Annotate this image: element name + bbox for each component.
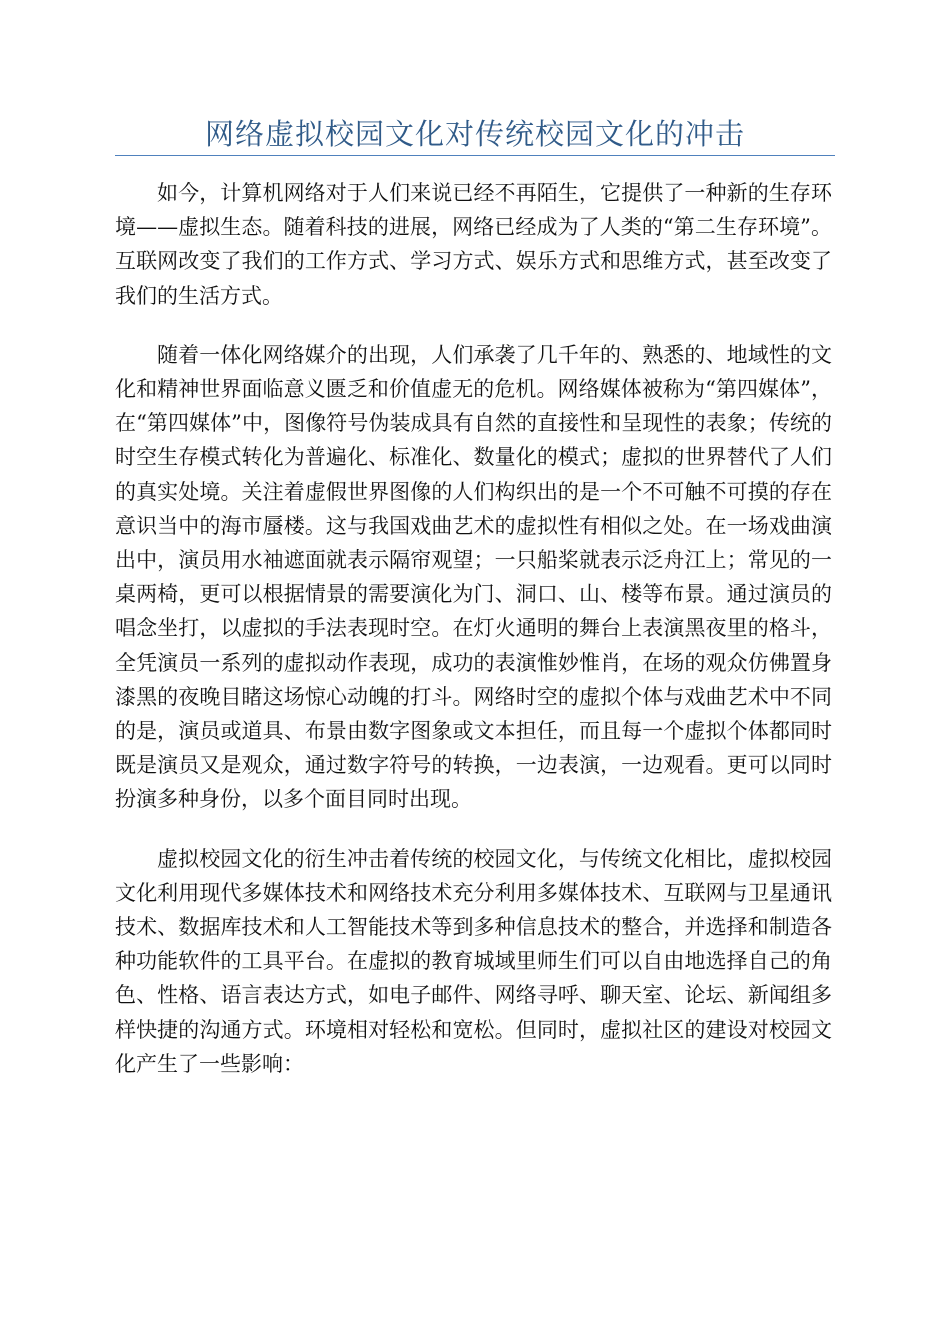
paragraph-2: 随着一体化网络媒介的出现，人们承袭了几千年的、熟悉的、地域性的文化和精神世界面临意义匮乏和价值虚无的危机。网络媒体被称为“第四媒体”，在“第四媒体”中，图像符号伪装成具有自然的直接性和呈现性的表象；传统的时空生存模式转化为普遍化、标准化、数量化的模式；虚拟的世界替代了人们的真实处境。关注着虚假世界图像的人们构织出的是一个不可触不可摸的存在意识当中的海市蜃楼。这与我国戏曲艺术的虚拟性有相似之处。在一场戏曲演出中，演员用水袖遮面就表示隔帘观望；一只船桨就表示泛舟江上；常见的一桌两椅，更可以根据情景的需要演化为门、洞口、山、楼等布景。通过演员的唱念坐打，以虚拟的手法表现时空。在灯火通明的舞台上表演黑夜里的格斗，全凭演员一系列的虚拟动作表现，成功的表演惟妙惟肖，在场的观众仿佛置身漆黑的夜晚目睹这场惊心动魄的打斗。网络时空的虚拟个体与戏曲艺术中不同的是，演员或道具、布景由数字图象或文本担任，而且每一个虚拟个体都同时既是演员又是观众，通过数字符号的转换，一边表演，一边观看。更可以同时扮演多种身份，以多个面目同时出现。 [115, 342, 832, 812]
document-body [115, 176, 832, 1106]
paragraph-3: 虚拟校园文化的衍生冲击着传统的校园文化，与传统文化相比，虚拟校园文化利用现代多媒体技术和网络技术充分利用多媒体技术、互联网与卫星通讯技术、数据库技术和人工智能技术等到多种信息技术的整合，并选择和制造各种功能软件的工具平台。在虚拟的教育城域里师生们可以自由地选择自己的角色、性格、语言表达方式，如电子邮件、网络寻呼、聊天室、论坛、新闻组多样快捷的沟通方式。环境相对轻松和宽松。但同时，虚拟社区的建设对校园文化产生了一些影响： [115, 846, 832, 1076]
title-underline [115, 155, 835, 156]
paragraph-1: 如今，计算机网络对于人们来说已经不再陌生，它提供了一种新的生存环境——虚拟生态。随着科技的进展，网络已经成为了人类的“第二生存环境”。互联网改变了我们的工作方式、学习方式、娱乐方式和思维方式，甚至改变了我们的生活方式。 [115, 181, 832, 308]
document-title: 网络虚拟校园文化对传统校园文化的冲击 [204, 117, 745, 151]
